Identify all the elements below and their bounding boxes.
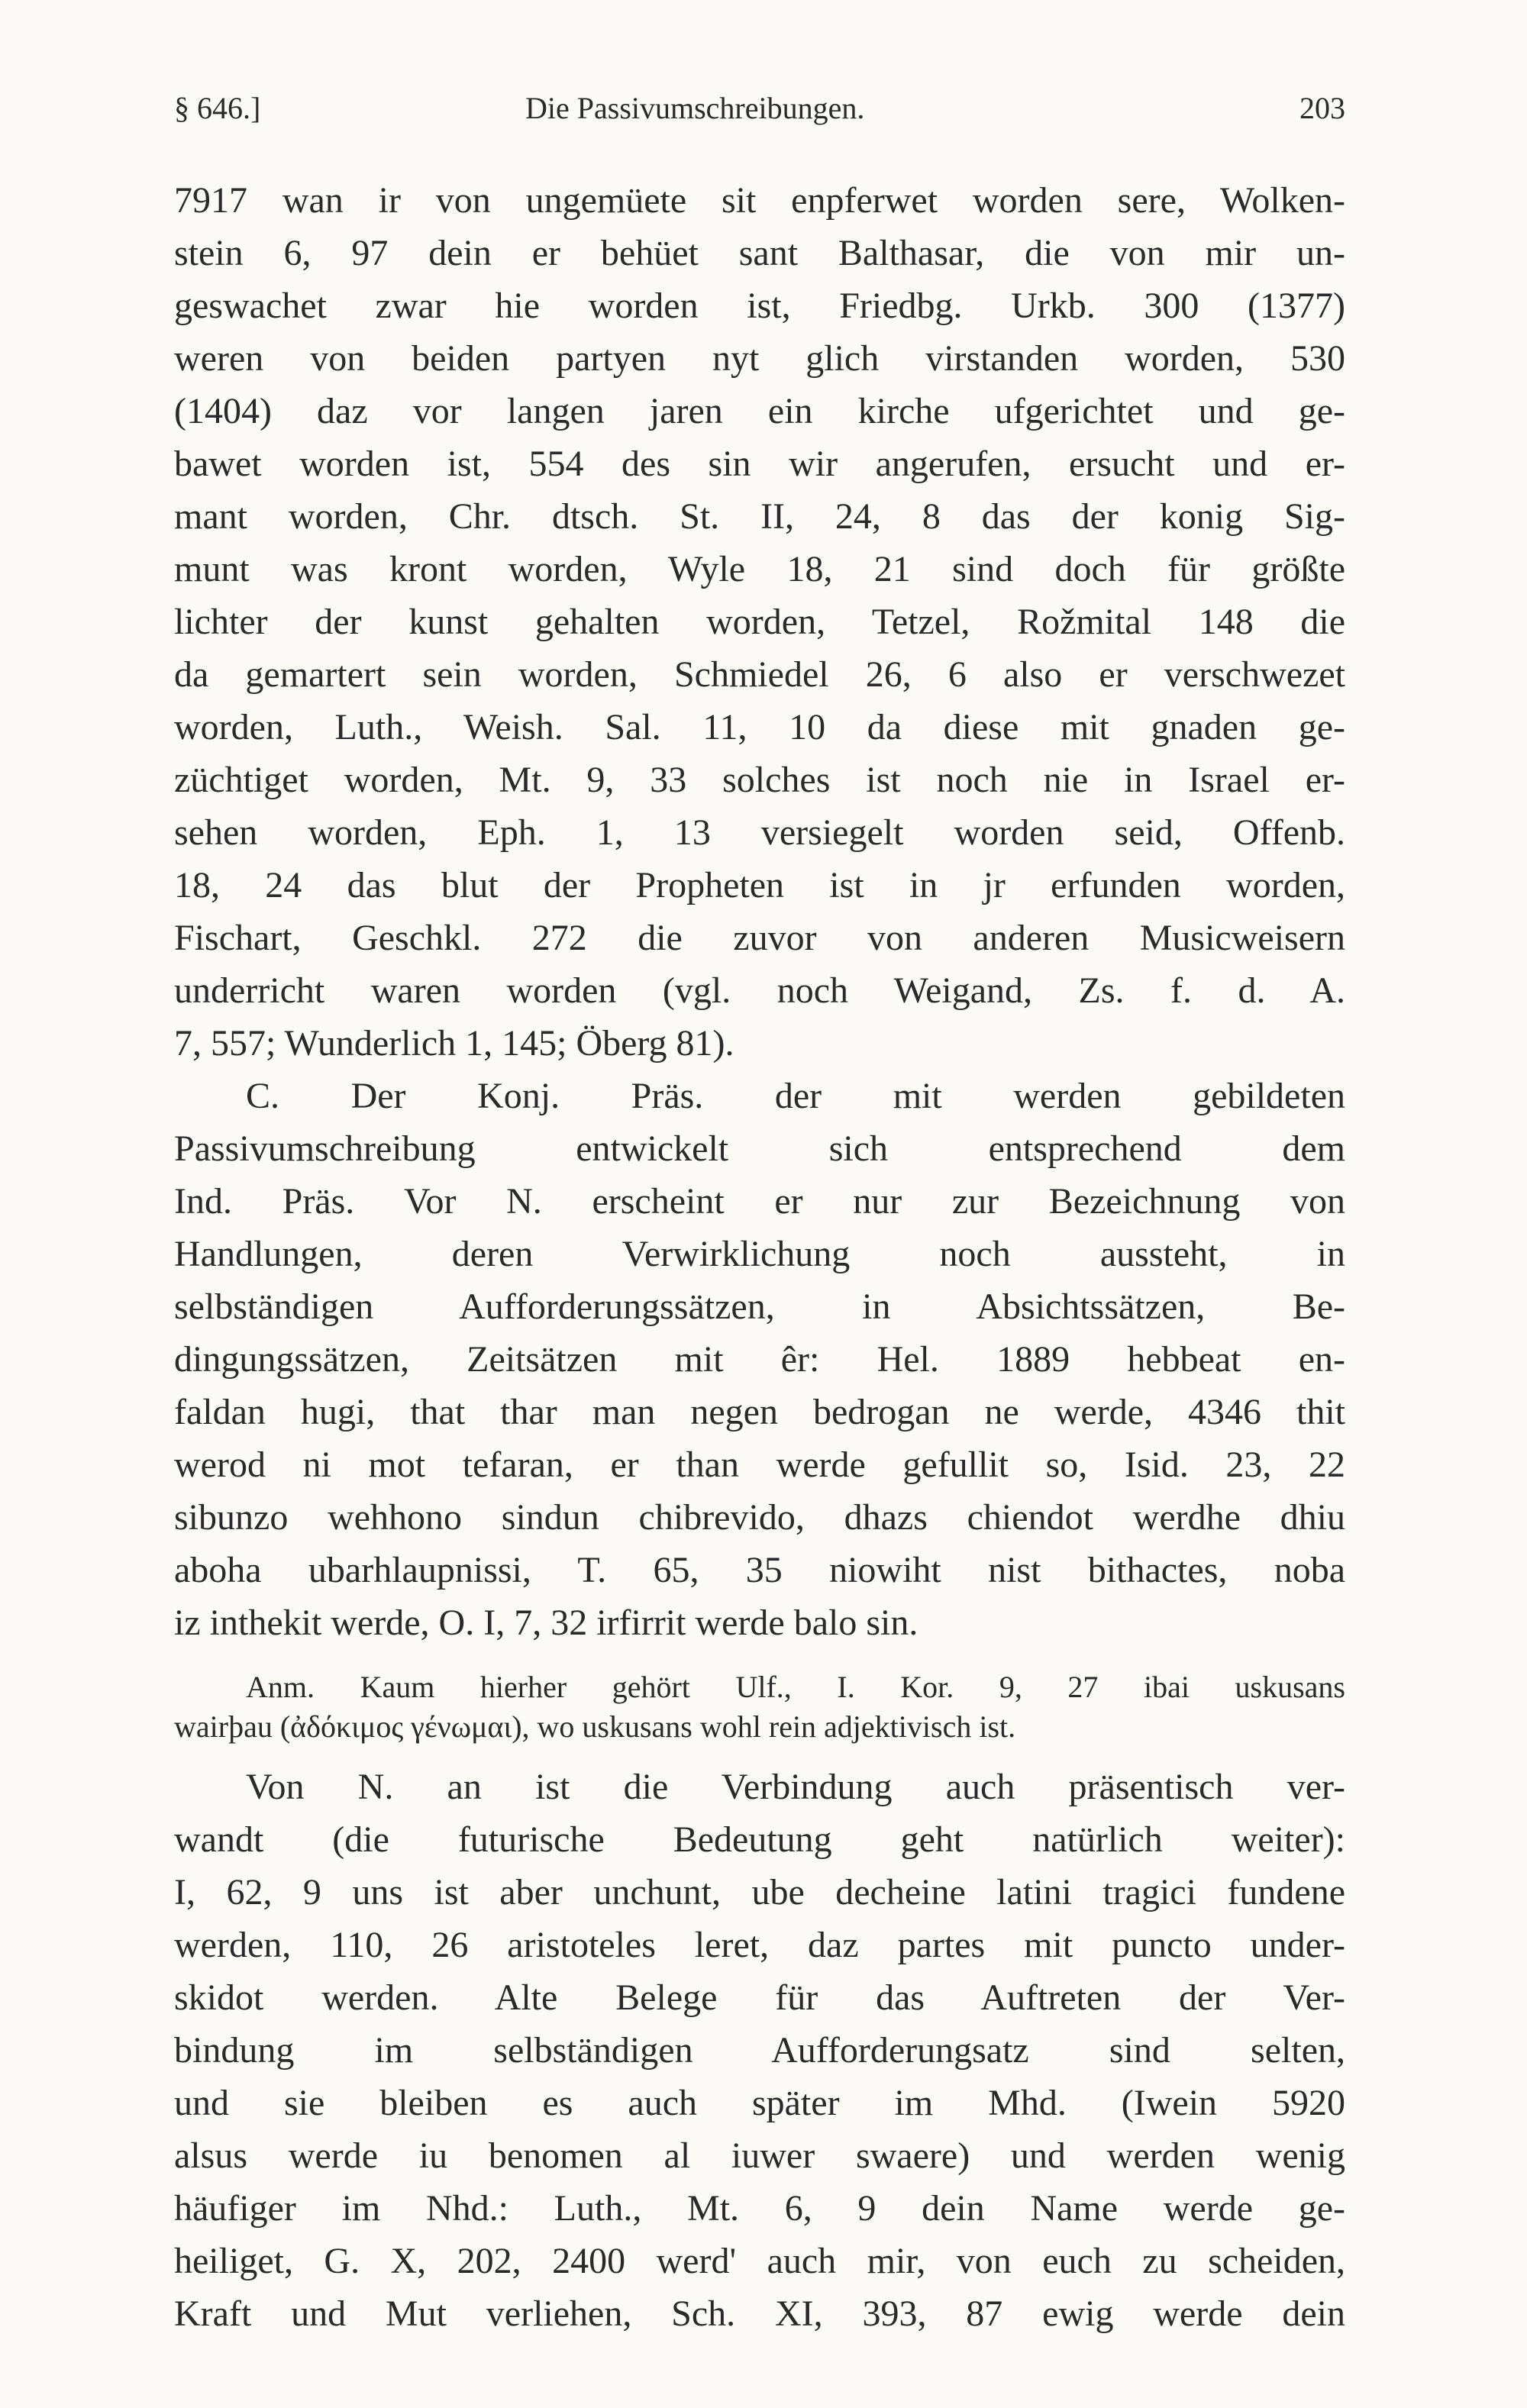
- text-line: Fischart, Geschkl. 272 die zuvor von anderen Musicweisern: [174, 918, 1345, 958]
- text-line: 18, 24 das blut der Propheten ist in jr erfunden worden,: [174, 865, 1345, 905]
- text-line: züchtiget worden, Mt. 9, 33 solches ist noch nie in Israel er-: [174, 760, 1345, 800]
- paragraph-continued-2: [174, 1761, 1345, 2340]
- text-line: Kraft und Mut verliehen, Sch. XI, 393, 87 ewig werde dein: [174, 2293, 1345, 2334]
- text-line: da gemartert sein worden, Schmiedel 26, 6 also er verschwezet: [174, 654, 1345, 695]
- running-header: [174, 90, 1345, 136]
- text-line: skidot werden. Alte Belege für das Auftreten der Ver-: [174, 1977, 1345, 2018]
- text-line: worden, Luth., Weish. Sal. 11, 10 da diese mit gnaden ge-: [174, 707, 1345, 747]
- paragraph-continued: [174, 174, 1345, 1070]
- text-line: faldan hugi, that thar man negen bedrogan ne werde, 4346 thit: [174, 1392, 1345, 1432]
- text-line: dingungssätzen, Zeitsätzen mit êr: Hel. 1889 hebbeat en-: [174, 1339, 1345, 1380]
- text-line: mant worden, Chr. dtsch. St. II, 24, 8 das der konig Sig-: [174, 496, 1345, 537]
- note-line: Anm. Kaum hierher gehört Ulf., I. Kor. 9, 27 ibai uskusans: [246, 1670, 1345, 1704]
- text-line: C. Der Konj. Präs. der mit werden gebildeten: [246, 1076, 1345, 1116]
- text-line: Passivumschreibung entwickelt sich entsprechend dem: [174, 1128, 1345, 1169]
- text-line: sehen worden, Eph. 1, 13 versiegelt worden seid, Offenb.: [174, 812, 1345, 853]
- paragraph-section-c: [174, 1070, 1345, 1649]
- text-line: Ind. Präs. Vor N. erscheint er nur zur Bezeichnung von: [174, 1181, 1345, 1222]
- annotation-note: [174, 1667, 1345, 1747]
- text-line: Von N. an ist die Verbindung auch präsentisch ver-: [246, 1767, 1345, 1807]
- section-number: § 646.]: [174, 91, 261, 125]
- running-title: Die Passivumschreibungen.: [525, 91, 865, 125]
- text-line: und sie bleiben es auch später im Mhd. (Iwein 5920: [174, 2083, 1345, 2123]
- note-line: wairþau (ἀδόκιμος γένωμαι), wo uskusans wohl rein adjektivisch ist.: [174, 1709, 1016, 1744]
- text-line: bawet worden ist, 554 des sin wir angerufen, ersucht und er-: [174, 444, 1345, 484]
- text-line: häufiger im Nhd.: Luth., Mt. 6, 9 dein Name werde ge-: [174, 2188, 1345, 2229]
- text-line: stein 6, 97 dein er behüet sant Balthasar, die von mir un-: [174, 233, 1345, 273]
- text-line: aboha ubarhlaupnissi, T. 65, 35 niowiht nist bithactes, noba: [174, 1550, 1345, 1590]
- text-line: (1404) daz vor langen jaren ein kirche ufgerichtet und ge-: [174, 391, 1345, 431]
- text-line: 7917 wan ir von ungemüete sit enpferwet worden sere, Wolken-: [174, 180, 1345, 221]
- text-line: underricht waren worden (vgl. noch Weigand, Zs. f. d. A.: [174, 970, 1345, 1011]
- text-line: alsus werde iu benomen al iuwer swaere) und werden wenig: [174, 2135, 1345, 2176]
- text-line: I, 62, 9 uns ist aber unchunt, ube decheine latini tragici fundene: [174, 1872, 1345, 1913]
- text-line: sibunzo wehhono sindun chibrevido, dhazs chiendot werdhe dhiu: [174, 1497, 1345, 1538]
- text-line: bindung im selbständigen Aufforderungsatz sind selten,: [174, 2030, 1345, 2071]
- page-number: 203: [1299, 91, 1345, 125]
- text-line: heiliget, G. X, 202, 2400 werd' auch mir, von euch zu scheiden,: [174, 2241, 1345, 2281]
- text-line: Handlungen, deren Verwirklichung noch aussteht, in: [174, 1234, 1345, 1274]
- page-body: [174, 174, 1345, 2340]
- text-line: werden, 110, 26 aristoteles leret, daz partes mit puncto under-: [174, 1925, 1345, 1965]
- text-line: munt was kront worden, Wyle 18, 21 sind doch für größte: [174, 549, 1345, 589]
- text-line: selbständigen Aufforderungssätzen, in Absichtssätzen, Be-: [174, 1286, 1345, 1327]
- text-line: 7, 557; Wunderlich 1, 145; Öberg 81).: [174, 1023, 734, 1064]
- text-line: geswachet zwar hie worden ist, Friedbg. Urkb. 300 (1377): [174, 286, 1345, 326]
- text-line: iz inthekit werde, O. I, 7, 32 irfirrit werde balo sin.: [174, 1603, 918, 1643]
- text-line: wandt (die futurische Bedeutung geht natürlich weiter):: [174, 1819, 1345, 1860]
- text-line: lichter der kunst gehalten worden, Tetzel, Rožmital 148 die: [174, 602, 1345, 642]
- text-line: werod ni mot tefaran, er than werde gefullit so, Isid. 23, 22: [174, 1444, 1345, 1485]
- text-line: weren von beiden partyen nyt glich virstanden worden, 530: [174, 338, 1345, 379]
